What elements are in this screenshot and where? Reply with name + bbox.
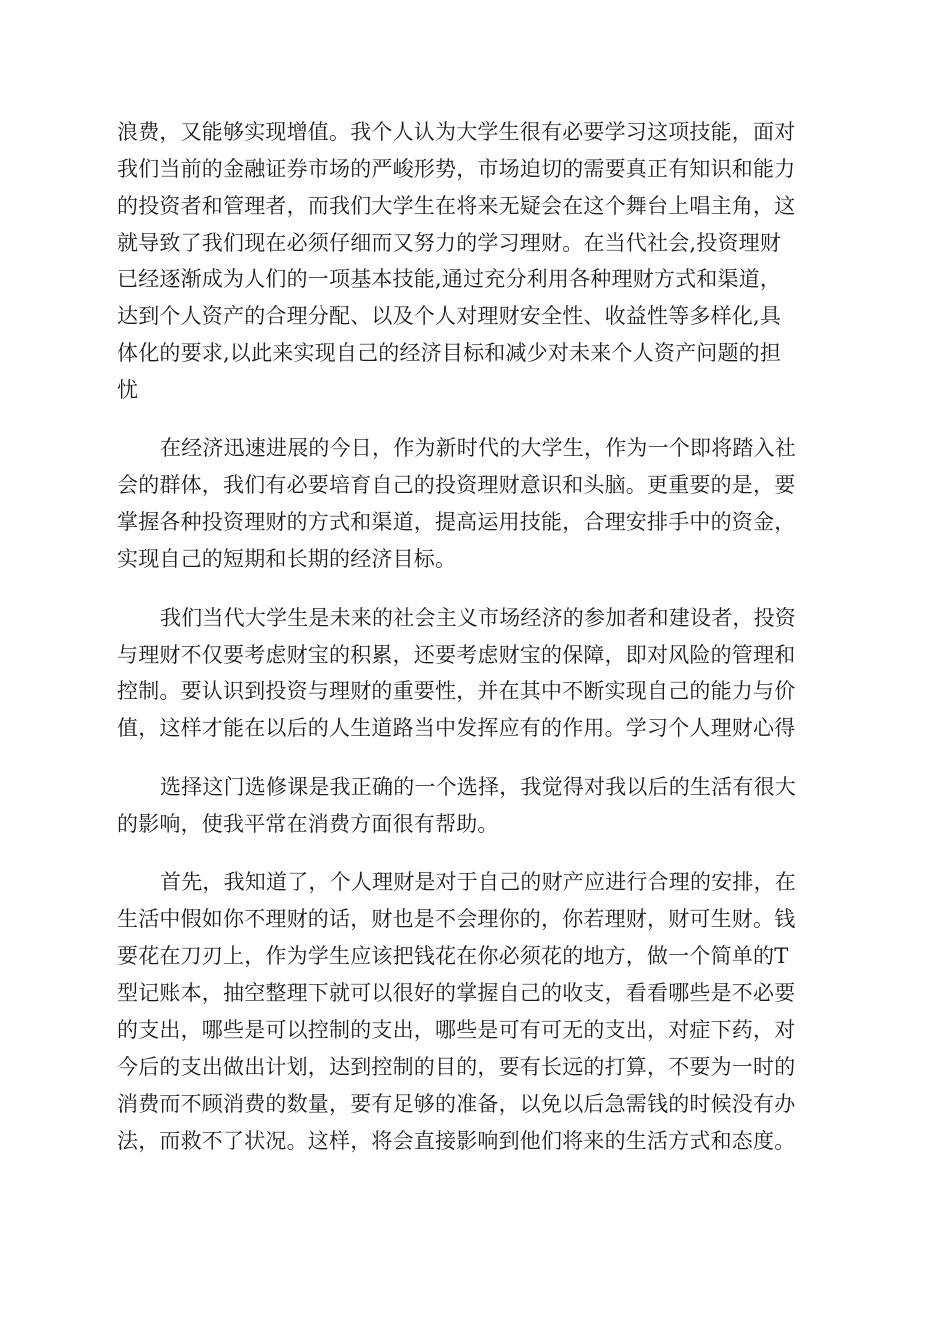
- paragraph-3-line-1: 我们当代大学生是未来的社会主义市场经济的参加者和建设者，投资: [160, 606, 796, 630]
- paragraph-1-line-8: 忧: [117, 378, 139, 402]
- paragraph-3-line-2: 与理财不仅要考虑财宝的积累，还要考虑财宝的保障，即对风险的管理和: [117, 643, 796, 667]
- paragraph-5-line-4: 型记账本，抽空整理下就可以很好的掌握自己的收支，看看哪些是不必要: [117, 981, 796, 1005]
- paragraph-3-line-3: 控制。要认识到投资与理财的重要性，并在其中不断实现自己的能力与价: [117, 679, 796, 703]
- paragraph-5-line-6: 今后的支出做出计划，达到控制的目的，要有长远的打算，不要为一时的: [117, 1055, 796, 1079]
- paragraph-2-line-2: 会的群体，我们有必要培育自己的投资理财意识和头脑。更重要的是，要: [117, 473, 796, 497]
- paragraph-1-line-3: 的投资者和管理者，而我们大学生在将来无疑会在这个舞台上唱主角，这: [117, 194, 796, 218]
- paragraph-4-line-1: 选择这门选修课是我正确的一个选择，我觉得对我以后的生活有很大: [160, 775, 796, 799]
- paragraph-1-line-1: 浪费，又能够实现增值。我个人认为大学生很有必要学习这项技能，面对: [117, 120, 796, 144]
- paragraph-5-line-8: 法，而救不了状况。这样，将会直接影响到他们将来的生活方式和态度。: [117, 1129, 796, 1153]
- paragraph-5-line-2: 生活中假如你不理财的话，财也是不会理你的，你若理财，财可生财。钱: [117, 907, 796, 931]
- paragraph-3-line-4: 值，这样才能在以后的人生道路当中发挥应有的作用。学习个人理财心得: [117, 716, 796, 740]
- paragraph-4-line-2: 的影响，使我平常在消费方面很有帮助。: [117, 812, 499, 836]
- paragraph-2-line-3: 掌握各种投资理财的方式和渠道，提高运用技能，合理安排手中的资金，: [117, 510, 796, 534]
- paragraph-2-line-4: 实现自己的短期和长期的经济目标。: [117, 547, 457, 571]
- paragraph-1-line-2: 我们当前的金融证券市场的严峻形势，市场迫切的需要真正有知识和能力: [117, 157, 796, 181]
- paragraph-5-line-5: 的支出，哪些是可以控制的支出，哪些是可有可无的支出，对症下药，对: [117, 1018, 796, 1042]
- paragraph-2-line-1: 在经济迅速进展的今日，作为新时代的大学生，作为一个即将踏入社: [160, 436, 796, 460]
- paragraph-1-line-4: 就导致了我们现在必须仔细而又努力的学习理财。在当代社会,投资理财: [117, 231, 782, 255]
- paragraph-5-line-3: 要花在刀刃上，作为学生应该把钱花在你必须花的地方，做一个简单的T: [117, 944, 789, 968]
- paragraph-1-line-6: 达到个人资产的合理分配、以及个人对理财安全性、收益性等多样化,具: [117, 304, 782, 328]
- paragraph-5-line-1: 首先，我知道了，个人理财是对于自己的财产应进行合理的安排，在: [160, 870, 796, 894]
- paragraph-1-line-5: 已经逐渐成为人们的一项基本技能,通过充分利用各种理财方式和渠道，: [117, 267, 782, 291]
- paragraph-1-line-7: 体化的要求,以此来实现自己的经济目标和减少对未来个人资产问题的担: [117, 341, 782, 365]
- paragraph-5-line-7: 消费而不顾消费的数量，要有足够的准备，以免以后急需钱的时候没有办: [117, 1092, 796, 1116]
